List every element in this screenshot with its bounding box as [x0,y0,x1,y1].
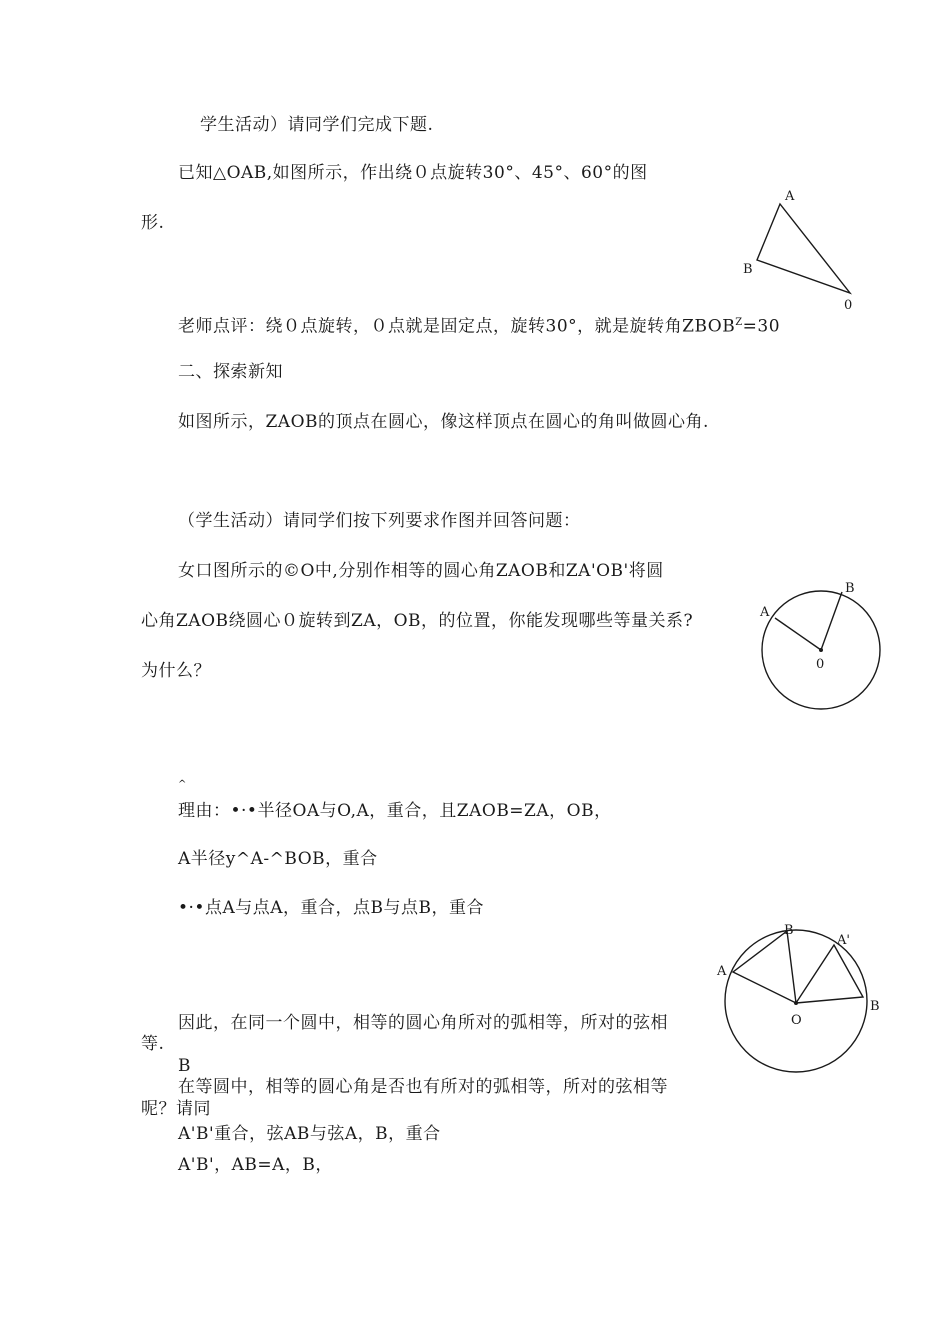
text-line-17: 在等圆中，相等的圆心角是否也有所对的弧相等，所对的弦相等 [178,1077,668,1097]
circle-figure-1 [750,578,890,716]
text-line-4-tail: =30 [742,316,781,337]
text-line-1: 学生活动）请同学们完成下题. [200,115,434,135]
section-heading: 二、探索新知 [178,362,283,382]
text-line-8: 女口图所示的©O中,分别作相等的圆心角ZAOB和ZA'OB'将圆 [178,561,664,581]
text-line-6: 如图所示，ZAOB的顶点在圆心，像这样顶点在圆心的角叫做圆心角. [178,412,709,432]
text-line-2: 已知△OAB,如图所示，作出绕０点旋转30°、45°、60°的图 [178,163,648,183]
circle-2-label-b-prime: B [870,999,880,1014]
circle-2-label-o: O [791,1013,802,1028]
text-line-13: •·•点A与点A，重合，点B与点B，重合 [178,898,484,918]
center-point-2 [794,1001,798,1005]
text-line-3: 形. [141,213,165,233]
triangle-figure [735,180,865,315]
circle-figure-2 [710,915,885,1075]
radius-ob [821,592,842,650]
text-line-14: 因此，在同一个圆中，相等的圆心角所对的弧相等，所对的弦相 [178,1013,668,1033]
triangle-label-a: A [785,189,795,204]
text-line-4-sup: Z [735,317,743,328]
text-line-16: B [178,1056,191,1076]
center-point-1 [819,648,823,652]
text-line-11: 理由：•·•半径OA与O,A，重合，且ZAOB=ZA，OB， [178,801,612,821]
circle-2-label-a: A [717,964,727,979]
triangle-label-b: B [743,262,753,277]
circle-1-label-a: A [760,605,770,620]
text-line-10: 为什么？ [141,661,211,681]
text-line-4-main: 老师点评：绕０点旋转，０点就是固定点，旋转30°，就是旋转角ZBOB [178,316,736,337]
circle-2-label-b: B [784,923,794,938]
radius-oa [775,618,821,650]
text-line-19: A'B'重合，弦AB与弦A，B，重合 [178,1124,441,1144]
text-line-12: A半径y^A-^BOB，重合 [178,849,378,869]
caret-mark: ^ [178,779,187,790]
circle-1-label-o: 0 [816,657,825,672]
text-line-7: （学生活动）请同学们按下列要求作图并回答问题： [178,511,581,531]
triangle-aob [733,931,796,1003]
text-line-9: 心角ZAOB绕圆心０旋转到ZA，OB，的位置，你能发现哪些等量关系? [141,611,694,631]
triangle-oab [757,204,850,293]
text-line-20: A'B'，AB=A，B， [178,1155,333,1175]
text-line-4 [178,312,780,338]
text-line-15: 等. [141,1034,165,1054]
triangle-a2ob2 [796,945,863,1003]
circle-1-label-b: B [845,581,855,596]
text-line-18: 呢？请同 [141,1099,211,1119]
triangle-label-o: 0 [844,298,853,313]
circle-2-label-a-prime: A' [837,933,850,948]
